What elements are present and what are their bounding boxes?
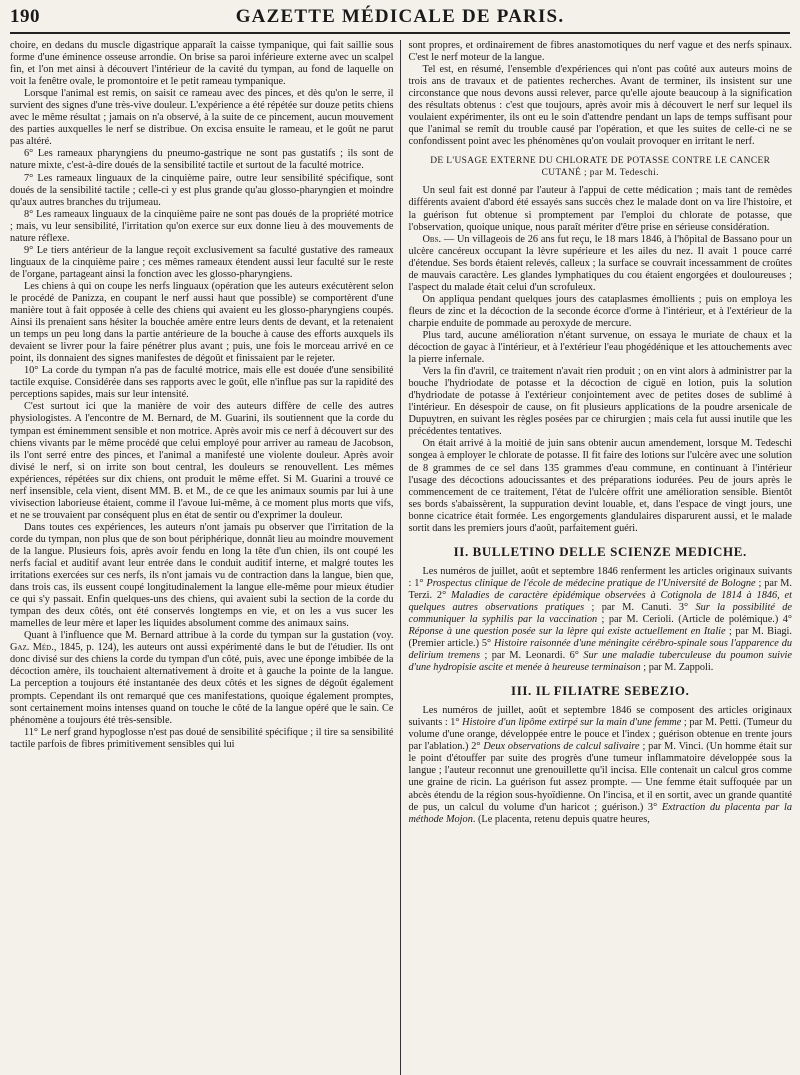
article-title-text: DE L'USAGE EXTERNE DU CHLORATE DE POTASSE CONTRE LE CANCER CUTANÉ ; [430,156,771,179]
article-author: par M. Tedeschi. [587,168,659,179]
article-title-italic: Extraction du placenta par la méthode Mojon [408,801,792,825]
paragraph: On appliqua pendant quelques jours des cataplasmes émollients ; puis on employa les fleurs de zinc et la décoction de la seconde écorce d'orme à l'intérieur, et à l'extérieur de la charpie enduite de pommade au peroxyde de mercure. [408,293,792,329]
text-run: ; par M. Biagi. (Premier article.) 5° [408,626,792,650]
left-column [10,40,400,1075]
text-run: ; par M. Zappoli. [640,662,714,674]
paragraph: Un seul fait est donné par l'auteur à l'appui de cette médication ; mais tant de remèdes différents avaient d'abord été essayés sans succès chez le malade dont on va lire l'histoire, et la guérison fut obtenue si promptement par l'emploi du chlorate de potasse, que l'observation, quoique unique, nous paraît mériter d'être prise en sérieuse considération. [408,185,792,233]
text-run: ; par M. Leonardi. 6° [480,650,584,662]
text-run: — Un villageois de 26 ans fut reçu, le 18 mars 1846, à l'hôpital de Bassano pour un ulcère cancéreux occupant la lèvre supérieure et les ailes du nez. Il avait 1 pouce carré d'étendue. Ses bords étaient relevés, calleux ; la surface se couvrait incessamment de croûtes de mauvais caractère. Les glandes lymphatiques du cou étaient engorgées et douloureuses ; l'aspect du malade était celui d'un scrofuleux. [408,233,792,293]
paragraph: Tel est, en résumé, l'ensemble d'expériences qui n'ont pas coûté aux auteurs moins de trois ans de travaux et de patientes recherches. Avant de terminer, ils insistent sur une circonstance que nous devons aussi relever, parce qu'elle ajoute beaucoup à la signification des résultats obtenus : c'est que toujours, après avoir mis à découvert le nerf sur lequel ils voulaient expérimenter, ils ont eu le soin d'attendre pendant un laps de temps suffisant pour que l'animal se remît du trouble causé par l'opération, et que les suites de celle-ci ne se confondissent point avec les phénomènes qu'on voulait provoquer en irritant le nerf. [408,64,792,148]
paragraph [10,630,394,726]
article-title-italic: Histoire d'un lipôme extirpé sur la main d'une femme [462,717,682,729]
text-run: ; par M. Petti. (Tumeur du volume d'une orange, développée entre le pouce et l'index ; guérison obtenue en trente jours par l'ablation.) 2° [408,717,792,753]
paragraph: Lorsque l'animal est remis, on saisit ce rameau avec des pinces, et dès qu'on le serre, il survient des signes d'une très-vive douleur. L'expérience a été répétée sur douze petits chiens avec le même résultat ; jamais on n'a observé, à la suite de ce pincement, aucun mouvement des parties auxquelles le nerf se distribue. On excisa ensuite le rameau, et le goût ne parut pas altéré. [10,88,394,148]
text-run: ; par M. Cerioli. (Article de polémique.) 4° [597,613,792,625]
article-title-italic: Deux observations de calcul salivaire [483,741,640,753]
journal-reference: Gaz. Méd. [10,642,54,654]
paragraph [409,705,793,825]
article-title-italic: Maladies de caractère épidémique observées à Cotignola de 1814 à 1846, et quelques autres observations pratiques [408,589,792,613]
paragraph: Dans toutes ces expériences, les auteurs n'ont jamais pu observer que l'irritation de la corde du tympan, non plus que de son bout périphérique, donnât lieu au moindre mouvement de la langue. Plusieurs fois, après avoir fendu en long la tête d'un chien, ils ont coupé les nerfs facial et auditif avant leur entrée dans le conduit auditif interne, et malgré toutes les irritations exercées sur ces nerfs, ils n'ont jamais vu de contraction dans la langue, bien que, dans trois cas, ils eussent coupé longitudinalement la langue elle-même pour mieux étudier ce qui s'y passait. Enfin quelques-uns des chiens, qui avaient subi la section de la corde du tympan des deux côtés, ont été conservés longtemps en vie, et on les a vus sucer les mamelles de leur mère et laper les liquides absolument comme des animaux sains. [10,521,394,630]
page-header [10,6,790,34]
journal-title: GAZETTE MÉDICALE DE PARIS. [235,6,565,27]
section-heading: II. BULLETINO DELLE SCIENZE MEDICHE. [453,543,747,559]
paragraph: On était arrivé à la moitié de juin sans obtenir aucun amendement, lorsque M. Tedeschi songea à employer le chlorate de potasse. Il fit faire des lotions sur l'ulcère avec une solution de 8 grammes de ce sel dans 135 grammes d'eau commune, en continuant à l'intérieur l'usage des décoctions adoucissantes et des préparations iodurées. Peu de jours après le commencement de ce traitement, l'état de l'ulcère offrit une amélioration sensible. Bientôt ses bords s'abaissèrent, la suppuration devint louable, et, dans l'espace de vingt jours, une bonne cicatrice était formée. Les engorgements glandulaires disparurent aussi, et le malade sortit dans les premiers jours d'août, parfaitement guéri. [408,438,792,534]
paragraph: 9° Le tiers antérieur de la langue reçoit exclusivement sa faculté gustative des rameaux linguaux de la cinquième paire ; ces mêmes rameaux étendent aussi leur faculté sur le reste de l'organe, partageant ainsi la fonction avec les glosso-pharyngiens. [10,244,394,280]
observation-paragraph [409,234,793,294]
paragraph: 10° La corde du tympan n'a pas de faculté motrice, mais elle est douée d'une sensibilité tactile exquise. Considérée dans ses rapports avec le goût, elle n'influe pas sur la rapidité des perceptions sapides, mais sur leur intensité. [10,365,394,401]
article-title-italic: Histoire raisonnée d'une méningite cérébro-spinale sous l'apparence du delirium tremens [408,638,792,662]
page-number: 190 [10,6,40,27]
paragraph: sont propres, et ordinairement de fibres anastomotiques du nerf vague et des nerfs spinaux. C'est le nerf moteur de la langue. [408,40,792,64]
text-run: ; par M. Terzi. 2° [408,577,792,601]
article-title-italic: Sur la possibilité de communiquer la syphilis par la vaccination [408,601,792,625]
paragraph: 11° Le nerf grand hypoglosse n'est pas doué de sensibilité spécifique ; il tire sa sensibilité tactile parfois de fibres primitivement sensibles qui lui [10,726,394,750]
text-run: . (Le placenta, retenu depuis quatre heures, [472,813,650,825]
text-run: Les numéros de juillet, août et septembre 1846 renferment les articles originaux suivants : 1° [408,565,792,589]
paragraph: 6° Les rameaux pharyngiens du pneumo-gastrique ne sont pas gustatifs ; ils sont de nature mixte, c'est-à-dire doués de la sensibilité tactile et surtout de la faculté motrice. [10,148,394,172]
paragraph: Plus tard, aucune amélioration n'étant survenue, on essaya le muriate de chaux et la décoction de gayac à l'intérieur, et à l'extérieur l'eau phogédénique et les attouchements avec la pierre infernale. [408,329,792,366]
paragraph: Les chiens à qui on coupe les nerfs linguaux (opération que les auteurs exécutèrent selon le procédé de Panizza, en coupant le nerf aussi haut que possible) se comportèrent d'une manière tout à fait opposée à celle des chiens qui avaient eu les glosso-pharyngiens coupés. Ainsi ils prenaient sans hésiter la bouchée amère entre leurs dents de devant, et la retenaient un temps un peu long dans la partie antérieure de la bouche à cause des efforts auxquels ils devaient se livrer pour la faire pénétrer plus avant ; puis, une fois le morceau arrivé en ce point, ils donnaient des signes manifestes de dégoût et finissaient par le rejeter. [10,280,394,365]
text-columns [10,40,792,1075]
paragraph: Vers la fin d'avril, ce traitement n'avait rien produit ; on en vint alors à administrer par la bouche l'hydriodate de potasse et la décoction de ciguë en lotion, puis la solution d'hydriodate de potasse à l'extérieur conjointement avec de petites doses de sublimé à l'intérieur. En désespoir de cause, on fit plusieurs applications de la poudre arsenicale de Dupuytren, en suivant les règles posées par ce chirurgien ; mais cela fut aussi inutile que les précédentes tentatives. [408,366,792,438]
paragraph: 8° Les rameaux linguaux de la cinquième paire ne sont pas doués de la propriété motrice ; mais, vu leur sensibilité, l'irritation qu'on exerce sur eux donne lieu à des mouvements de nature réflexe. [10,208,394,244]
text-run: Les numéros de juillet, août et septembre 1846 se composent des articles originaux suivants : 1° [408,705,792,729]
text-run: Quant à l'influence que M. Bernard attribue à la corde du tympan sur la gustation (voy. [24,630,394,642]
paragraph: C'est surtout ici que la manière de voir des auteurs diffère de celle des autres physiologistes. A l'encontre de M. Bernard, de M. Guarini, ils soutiennent que la corde du tympan est éminemment sensible et non motrice. Après avoir mis ce nerf à découvert sur des chiens vivants par le même procédé que celui employé pour arriver au rameau de Jacobson, ils l'ont serré entre des pinces, et l'animal a manifesté une violente douleur. Après avoir divisé le nerf, si on irrite son bout central, les douleurs se renouvellent. Les mêmes expériences, répétées sur dix chiens, ont produit le même effet. Si M. Guarini a trouvé ce nerf insensible, cela vient, disent MM. B. et M., de ce que les animaux soumis par lui à une vivisection laborieuse étaient, comme il l'avoue lui-même, à ce moment plus morts que vifs, et ne se trouvaient par conséquent plus en état de sentir ou d'exprimer la douleur. [10,401,394,521]
text-run: ; par M. Canuti. 3° [584,601,696,613]
text-run: ; par M. Vinci. (Un homme était sur le point d'étouffer par suite des progrès d'une tumeur inflammatoire développée sous la langue ; l'auteur reconnut une grenouillette qu'il incisa. Elle contenait un calcul gros comme une graine de ricin. La guérison fut assez prompte. — Une femme était suffoquée par un abcès étendu de la région sous-hyoïdienne. On l'incisa, et il en sortit, avec un grande quantité de pus, un calcul du volume d'un haricot ; guérison.) 3° [408,741,792,813]
article-title-italic: Prospectus clinique de l'école de médecine pratique de l'Université de Bologne [426,577,756,589]
article-title-italic: Sur une maladie tuberculeuse du poumon suivie d'une hydropisie ascite et menée à heureuse terminaison [408,650,792,674]
paragraph: choire, en dedans du muscle digastrique apparaît la caisse tympanique, qui fait saillie sous forme d'une éminence osseuse arrondie. On brise sa paroi inférieure externe avec un scalpel fin, et l'on met ainsi à découvert l'intérieur de la cavité du tympan, au fond de laquelle on voit la fenêtre ovale, le promontoire et le petit rameau tympanique. [10,40,394,88]
observation-label: Obs. [422,233,442,245]
right-column [407,40,793,1075]
column-divider [400,40,401,1075]
article-title-italic: Réponse à une question posée sur la lèpre qui existe actuellement en Italie [408,626,726,638]
article-title [413,155,789,179]
section-heading: III. IL FILIATRE SEBEZIO. [511,683,690,699]
paragraph: 7° Les rameaux linguaux de la cinquième paire, outre leur sensibilité spécifique, sont doués de la sensibilité tactile ; celle-ci y est plus grande qu'au glosso-pharyngien et moindre qu'aux autres branches du trijumeau. [10,172,394,208]
paragraph [409,566,793,674]
text-run: , 1845, p. 124), les auteurs ont aussi expérimenté dans le but de l'étudier. Ils ont donc divisé sur des chiens la corde du tympan d'un côté, puis, avec une éponge imbibée de la décoction amère, ils touchaient alternativement à droite et à gauche la pointe de la langue. La perception a toujours été instantanée des deux côtés et les signes de dégoût également prompts. Cependant ils ont remarqué que ces manifestations, quoique également promptes, sont certainement moins intenses quand on touche le côté de la langue opéré que le sain. Ce phénomène a toujours été très-sensible. [10,642,394,726]
